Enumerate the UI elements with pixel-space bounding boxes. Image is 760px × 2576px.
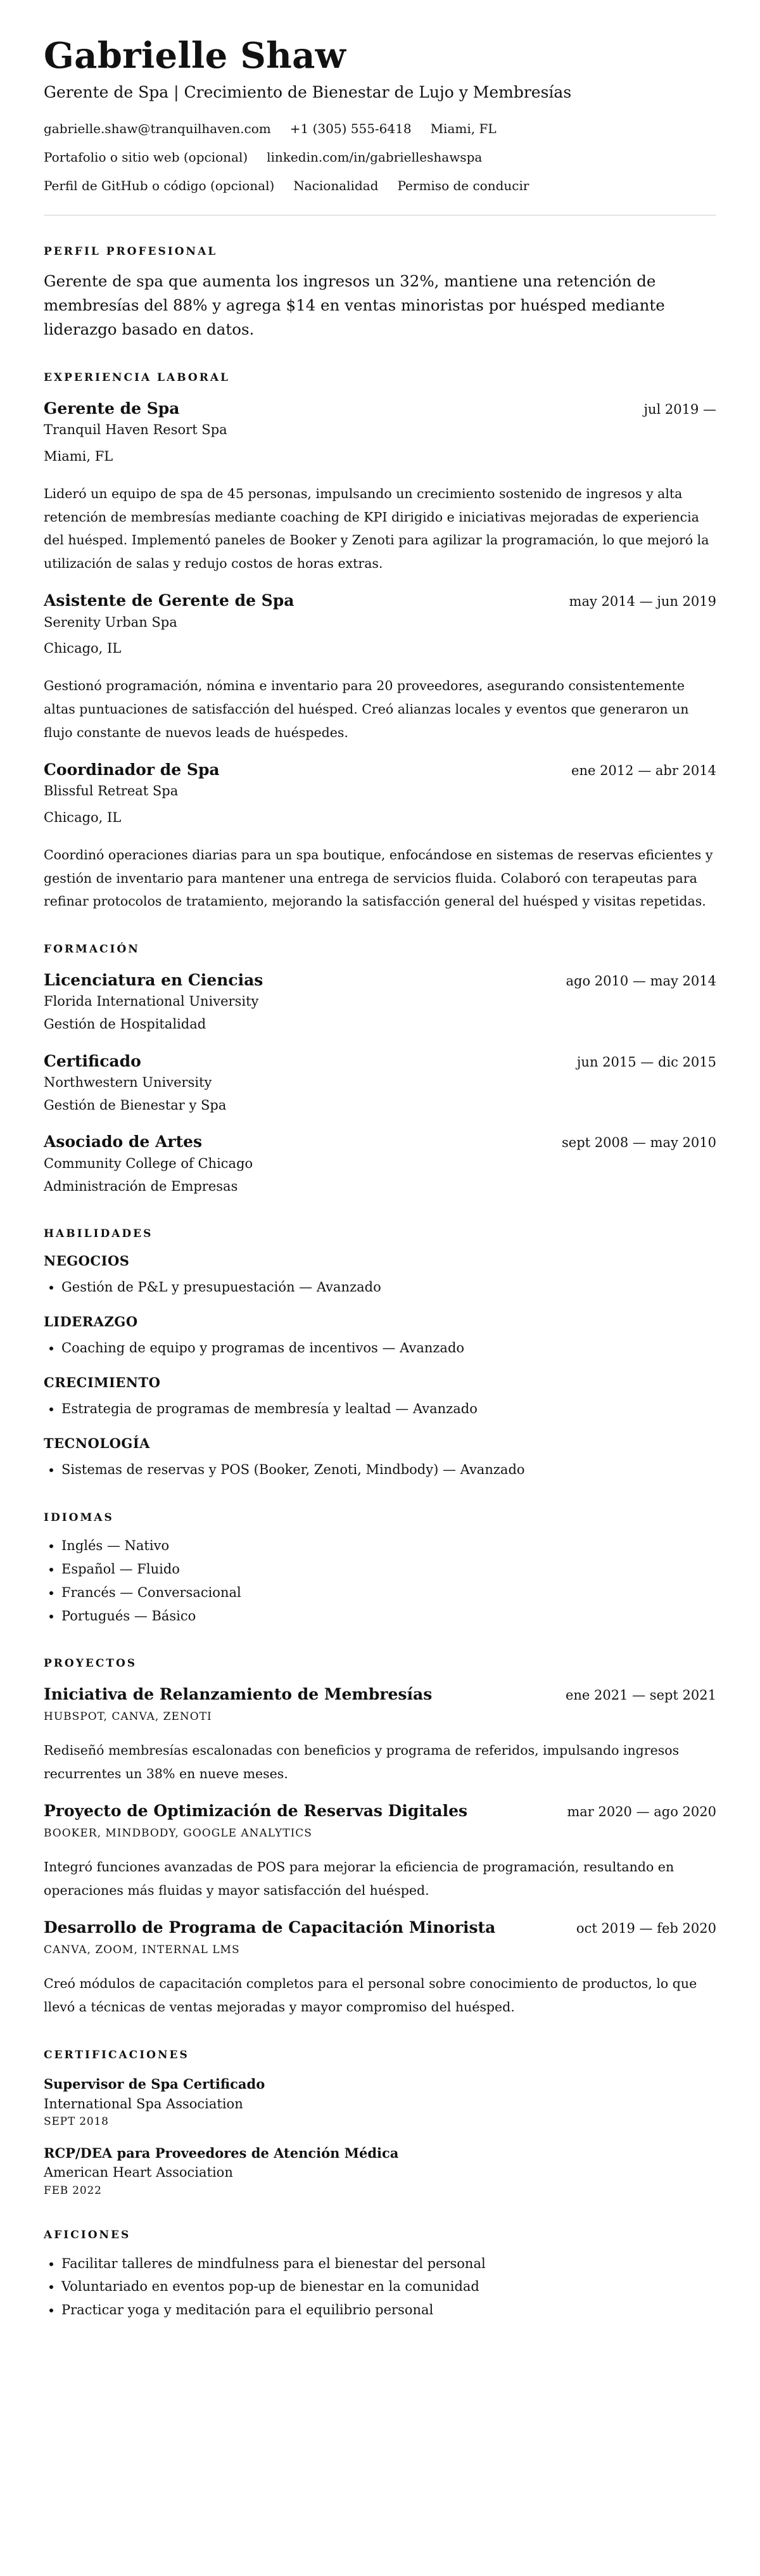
skill-group-title: LIDERAZGO bbox=[44, 1313, 138, 1330]
education-dates: sept 2008 — may 2010 bbox=[562, 1135, 716, 1151]
job-description: Gestionó programación, nómina e inventario para 20 proveedores, asegurando consistentemente altas puntuaciones de satisfacción del huésped. Creó alianzas locales y eventos que generaron un flujo constante de nuevos leads de huéspedes. bbox=[44, 678, 689, 740]
section-title: HABILIDADES bbox=[44, 1227, 153, 1241]
school-name: Northwestern University bbox=[44, 1075, 212, 1091]
project-tech: CANVA, ZOOM, INTERNAL LMS bbox=[44, 1944, 240, 1957]
skill-group-title: NEGOCIOS bbox=[44, 1252, 130, 1269]
school-name: Community College of Chicago bbox=[44, 1155, 253, 1171]
skill-item: • Sistemas de reservas y POS (Booker, Zenoti, Mindbody) — Avanzado bbox=[61, 1458, 716, 1482]
education-entry bbox=[44, 970, 716, 1036]
job-location: Chicago, IL bbox=[44, 641, 122, 657]
certification-entry bbox=[44, 2074, 716, 2131]
contact-driving-license: Permiso de conducir bbox=[397, 178, 529, 194]
project-dates: ene 2021 — sept 2021 bbox=[565, 1687, 716, 1703]
skill-list bbox=[44, 1458, 716, 1482]
degree-title: Licenciatura en Ciencias bbox=[44, 970, 263, 989]
job-location: Chicago, IL bbox=[44, 809, 122, 825]
school-name: Florida International University bbox=[44, 994, 259, 1009]
project-description: Rediseñó membresías escalonadas con beneficios y programa de referidos, impulsando ingresos recurrentes un 38% en nueve meses. bbox=[44, 1742, 680, 1781]
field-of-study: Gestión de Hospitalidad bbox=[44, 1016, 206, 1032]
section-title: IDIOMAS bbox=[44, 1511, 114, 1524]
hobbies-section bbox=[44, 2229, 716, 2322]
project-name: Desarrollo de Programa de Capacitación Minorista bbox=[44, 1918, 496, 1937]
skill-group-title: TECNOLOGÍA bbox=[44, 1435, 150, 1451]
hobby-item: • Voluntariado en eventos pop-up de bienestar en la comunidad bbox=[61, 2275, 716, 2298]
job-dates: may 2014 — jun 2019 bbox=[569, 594, 716, 610]
contact-location: Miami, FL bbox=[430, 121, 497, 137]
certification-entry bbox=[44, 2143, 716, 2200]
section-title: AFICIONES bbox=[44, 2229, 131, 2242]
project-tech: BOOKER, MINDBODY, GOOGLE ANALYTICS bbox=[44, 1827, 312, 1840]
hobby-item: • Facilitar talleres de mindfulness para el bienestar del personal bbox=[61, 2252, 716, 2276]
job-title: Gerente de Spa bbox=[44, 399, 180, 418]
certification-date: FEB 2022 bbox=[44, 2184, 102, 2197]
contact-row bbox=[44, 120, 716, 138]
contact-portfolio[interactable]: Portafolio o sitio web (opcional) bbox=[44, 150, 248, 165]
section-title: PERFIL PROFESIONAL bbox=[44, 245, 218, 259]
skills-section bbox=[44, 1227, 716, 1482]
profile-summary: Gerente de spa que aumenta los ingresos un 32%, mantiene una retención de membresías del 88% y agrega $14 en ventas minoristas por huésped mediante liderazgo basado en datos. bbox=[44, 272, 665, 339]
education-section bbox=[44, 943, 716, 1198]
education-entry bbox=[44, 1051, 716, 1117]
skill-list bbox=[44, 1336, 716, 1360]
section-title: EXPERIENCIA LABORAL bbox=[44, 371, 230, 385]
project-tech: HUBSPOT, CANVA, ZENOTI bbox=[44, 1710, 212, 1724]
project-dates: mar 2020 — ago 2020 bbox=[567, 1804, 716, 1819]
job-company: Blissful Retreat Spa bbox=[44, 783, 179, 799]
job-description: Coordinó operaciones diarias para un spa boutique, enfocándose en sistemas de reservas eficientes y gestión de inventario para mantener una entrega de servicios fluida. Colaboró con terapeutas para refinar protocolos de tratamiento, mejorando la satisfacción general del huésped y visitas repetidas. bbox=[44, 847, 713, 909]
contact-row bbox=[44, 148, 716, 166]
job-title: Asistente de Gerente de Spa bbox=[44, 591, 294, 610]
language-item: • Portugués — Básico bbox=[61, 1605, 716, 1628]
certification-issuer: American Heart Association bbox=[44, 2165, 233, 2181]
project-dates: oct 2019 — feb 2020 bbox=[576, 1920, 716, 1936]
field-of-study: Gestión de Bienestar y Spa bbox=[44, 1097, 227, 1113]
certification-name: RCP/DEA para Proveedores de Atención Médica bbox=[44, 2144, 399, 2161]
section-title: CERTIFICACIONES bbox=[44, 2048, 189, 2061]
language-item: • Inglés — Nativo bbox=[61, 1534, 716, 1558]
certifications-section bbox=[44, 2049, 716, 2199]
experience-entry bbox=[44, 591, 716, 745]
experience-section bbox=[44, 371, 716, 913]
skill-list bbox=[44, 1276, 716, 1299]
language-item: • Español — Fluido bbox=[61, 1558, 716, 1581]
experience-entry bbox=[44, 399, 716, 575]
contact-linkedin[interactable]: linkedin.com/in/gabrielleshawspa bbox=[267, 150, 483, 165]
resume-header bbox=[44, 37, 716, 215]
candidate-name: Gabrielle Shaw bbox=[44, 35, 346, 77]
project-description: Creó módulos de capacitación completos para el personal sobre conocimiento de productos, lo que llevó a técnicas de ventas mejoradas y mayor compromiso del huésped. bbox=[44, 1976, 697, 2015]
hobby-item: • Practicar yoga y meditación para el equilibrio personal bbox=[61, 2298, 716, 2322]
skill-item: • Coaching de equipo y programas de incentivos — Avanzado bbox=[61, 1336, 716, 1360]
education-dates: ago 2010 — may 2014 bbox=[566, 973, 716, 989]
education-dates: jun 2015 — dic 2015 bbox=[576, 1054, 716, 1070]
contact-email[interactable]: gabrielle.shaw@tranquilhaven.com bbox=[44, 121, 271, 137]
job-description: Lideró un equipo de spa de 45 personas, impulsando un crecimiento sostenido de ingresos y alta retención de membresías mediante coaching de KPI dirigido e iniciativas mejoradas de experiencia del huésped. Implementó paneles de Booker y Zenoti para agilizar la programación, lo que mejoró la utilización de salas y redujo costos de horas extras. bbox=[44, 485, 709, 572]
job-company: Serenity Urban Spa bbox=[44, 614, 177, 630]
skill-group-title: CRECIMIENTO bbox=[44, 1374, 161, 1390]
project-entry bbox=[44, 1801, 716, 1902]
contact-row bbox=[44, 177, 716, 195]
certification-date: SEPT 2018 bbox=[44, 2115, 109, 2129]
candidate-headline: Gerente de Spa | Crecimiento de Bienestar de Lujo y Membresías bbox=[44, 82, 572, 101]
degree-title: Asociado de Artes bbox=[44, 1132, 203, 1151]
languages-section bbox=[44, 1511, 716, 1627]
skill-item: • Gestión de P&L y presupuestación — Avanzado bbox=[61, 1276, 716, 1299]
project-entry bbox=[44, 1918, 716, 2019]
degree-title: Certificado bbox=[44, 1051, 141, 1070]
projects-section bbox=[44, 1657, 716, 2019]
education-entry bbox=[44, 1132, 716, 1198]
section-title: PROYECTOS bbox=[44, 1657, 137, 1670]
job-title: Coordinador de Spa bbox=[44, 760, 220, 779]
profile-section bbox=[44, 245, 716, 342]
project-entry bbox=[44, 1684, 716, 1786]
skill-list bbox=[44, 1397, 716, 1421]
field-of-study: Administración de Empresas bbox=[44, 1178, 238, 1194]
project-name: Iniciativa de Relanzamiento de Membresías bbox=[44, 1684, 433, 1703]
job-dates: jul 2019 — bbox=[643, 401, 716, 417]
hobby-list bbox=[44, 2252, 716, 2322]
section-title: FORMACIÓN bbox=[44, 943, 140, 956]
project-description: Integró funciones avanzadas de POS para mejorar la eficiencia de programación, resultando en operaciones más fluidas y mayor satisfacción del huésped. bbox=[44, 1859, 674, 1898]
experience-entry bbox=[44, 760, 716, 914]
certification-name: Supervisor de Spa Certificado bbox=[44, 2076, 265, 2092]
certification-issuer: International Spa Association bbox=[44, 2096, 243, 2111]
project-name: Proyecto de Optimización de Reservas Digitales bbox=[44, 1801, 468, 1820]
contact-nationality: Nacionalidad bbox=[293, 178, 379, 194]
contact-github[interactable]: Perfil de GitHub o código (opcional) bbox=[44, 178, 275, 194]
skill-item: • Estrategia de programas de membresía y lealtad — Avanzado bbox=[61, 1397, 716, 1421]
job-company: Tranquil Haven Resort Spa bbox=[44, 422, 227, 438]
job-location: Miami, FL bbox=[44, 448, 113, 464]
job-dates: ene 2012 — abr 2014 bbox=[571, 762, 716, 778]
language-item: • Francés — Conversacional bbox=[61, 1581, 716, 1605]
language-list bbox=[44, 1534, 716, 1627]
contact-phone[interactable]: +1 (305) 555-6418 bbox=[289, 121, 412, 137]
